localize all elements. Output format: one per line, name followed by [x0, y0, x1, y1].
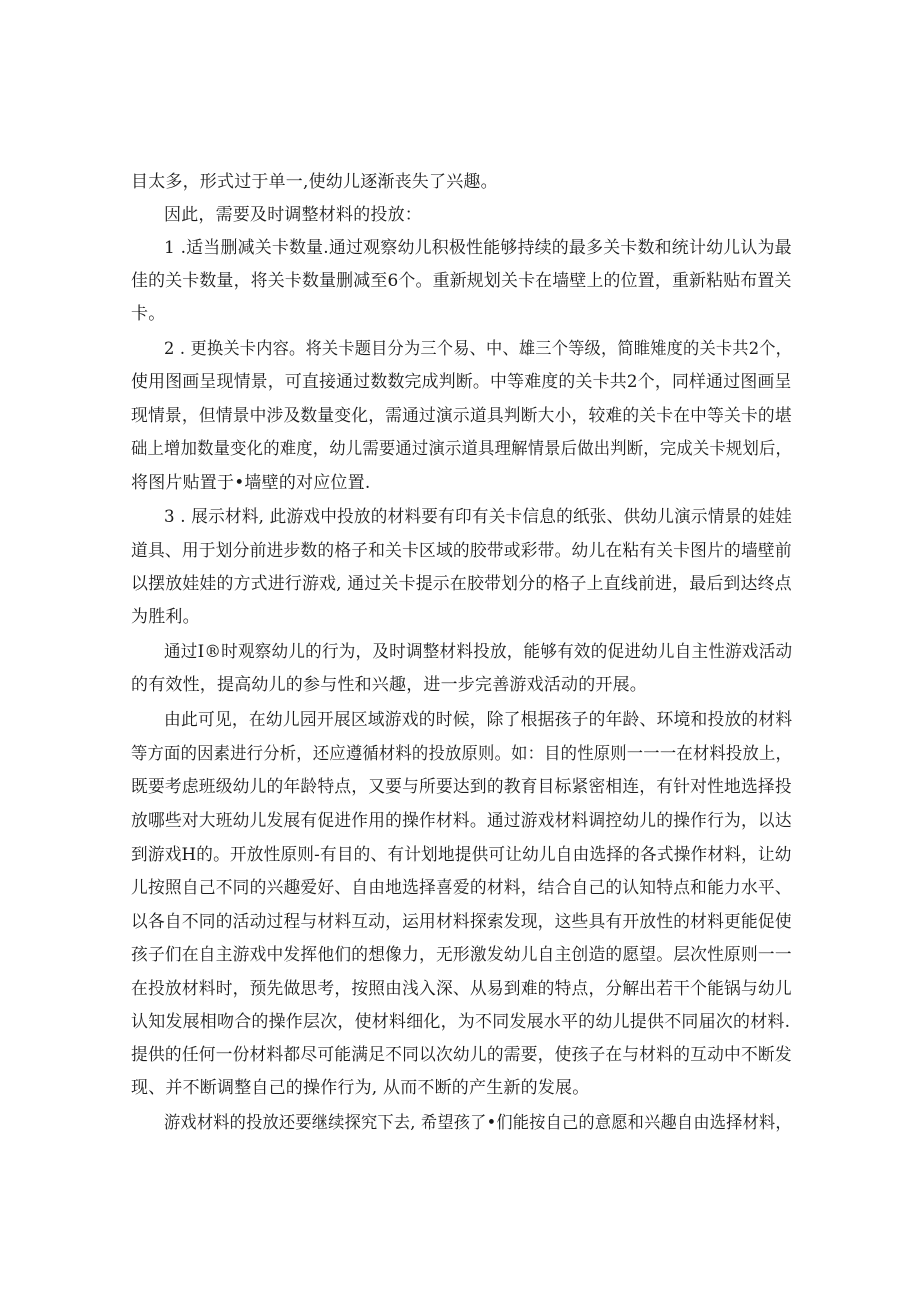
text-line: 以摆放娃娃的方式进行游戏, 通过关卡提示在胶带划分的格子上直线前进，最后到达终点: [131, 574, 792, 594]
text-line: 卡。: [131, 304, 166, 324]
text-line: 的有效性，提高幼儿的参与性和兴趣，进一步完善游戏活动的开展。: [131, 675, 647, 695]
text-line: 道具、用于划分前进步数的格子和关卡区域的胶带或彩带。幼儿在粘有关卡图片的墙壁前: [131, 541, 792, 561]
text-line: 到游戏H的。开放性原则-有目的、有计划地提供可让幼儿自由选择的各式操作材料，让幼: [131, 845, 792, 865]
text-line: 现情景，但情景中涉及数量变化，需通过演示道具判断大小，较难的关卡在中等关卡的堪: [131, 406, 792, 426]
text-line: 放哪些对大班幼儿发展有促进作用的操作材料。通过游戏材料调控幼儿的操作行为，以达: [131, 811, 792, 831]
text-line: 将图片贴置于•墙壁的对应位置.: [131, 473, 371, 493]
text-line: 提供的任何一份材料都尽可能满足不同以次幼儿的需要，使孩子在与材料的互动中不断发: [131, 1045, 792, 1065]
text-line: 游戏材料的投放还要继续探究下去, 希望孩了•们能按自己的意愿和兴趣自由选择材料，: [164, 1113, 792, 1133]
text-line: 3 . 展示材料, 此游戏中投放的材料要有印有关卡信息的纸张、供幼儿演示情景的娃娃: [164, 507, 793, 527]
text-line: 儿按照自己不同的兴趣爱好、自由地选择喜爱的材料，结合自己的认知特点和能力水平、: [131, 878, 792, 898]
text-line: 既要考虑班级幼儿的年龄特点，又要与所要达到的教育目标紧密相连，有针对性地选择投: [131, 777, 792, 797]
text-line: 目太多，形式过于单一,使幼儿逐渐丧失了兴趣。: [131, 172, 498, 192]
text-line: 1 .适当删减关卡数量.通过观察幼儿积极性能够持续的最多关卡数和统计幼儿认为最: [164, 238, 792, 258]
text-line: 2 . 更换关卡内容。将关卡题目分为三个易、中、雄三个等级，简睢雉度的关卡共2个，: [164, 339, 793, 359]
text-line: 以各自不同的活动过程与材料互动，运用材料探索发现，这些具有开放性的材料更能促使: [131, 912, 792, 932]
text-line: 认知发展相吻合的操作层次，使材料细化，为不同发展水平的幼儿提供不同届次的材料.: [131, 1012, 791, 1032]
text-line: 在投放材料时，预先做思考，按照由浅入深、从易到难的特点，分解出若干个能锅与幼儿: [131, 979, 792, 999]
text-line: 因此，需要及时调整材料的投放：: [164, 205, 422, 225]
text-line: 等方面的因素进行分析，还应遵循材料的投放原则。如：目的性原则一一一在材料投放上，: [131, 744, 793, 764]
text-line: 现、并不断调整自己的操作行为, 从而不断的产生新的发展。: [131, 1078, 590, 1098]
text-line: 由此可见，在幼儿园开展区域游戏的时候，除了根据孩子的年龄、环境和投放的材料: [164, 710, 793, 730]
text-line: 佳的关卡数量，将关卡数量删减至6个。重新规划关卡在墙壁上的位置，重新粘贴布置关: [131, 271, 792, 291]
text-line: 使用图画呈现情景，可直接通过数数完成判断。中等难度的关卡共2个，同样通过图画呈: [131, 372, 792, 392]
text-line: 础上增加数量变化的难度，幼儿需要通过演示道具理解情景后做出判断，完成关卡规划后，: [131, 439, 793, 459]
text-line: 通过I®时观察幼儿的行为，及时调整材料投放，能够有效的促进幼儿自主性游戏活动: [164, 642, 793, 662]
text-line: 为胜利。: [131, 607, 200, 627]
text-line: 孩子们在自主游戏中发挥他们的想像力，无形激发幼儿自主创造的愿望。层次性原则一一: [131, 945, 792, 965]
